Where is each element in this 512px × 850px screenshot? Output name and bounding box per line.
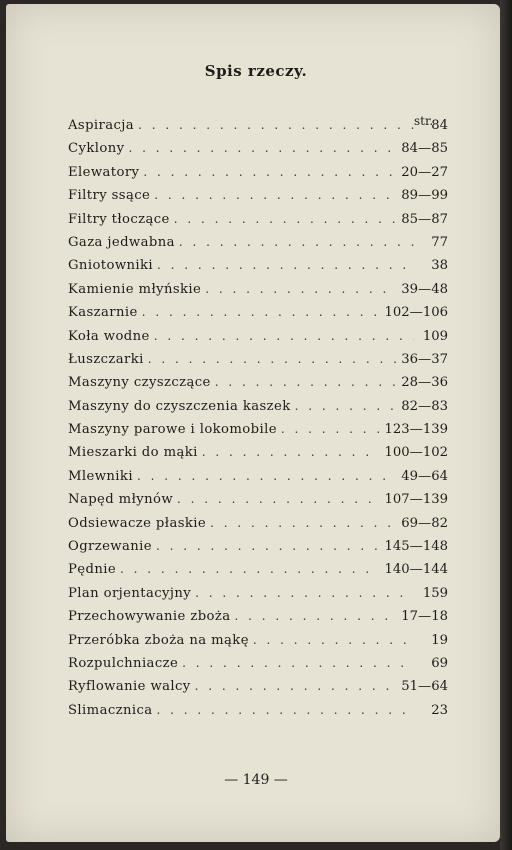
dot-leader: [143, 165, 397, 179]
toc-entry-pages: 102—106: [384, 305, 448, 321]
dot-leader: [120, 562, 380, 576]
toc-entry-pages: 159: [422, 585, 448, 601]
toc-entry-pages: 23: [431, 702, 448, 718]
toc-entry-title: Przeróbka zboża na mąkę: [68, 632, 249, 648]
dot-leader: [210, 516, 397, 530]
toc-entry: [68, 282, 448, 305]
toc-entry: [68, 188, 448, 211]
toc-entry-pages: 38: [431, 258, 448, 274]
dot-leader: [195, 586, 414, 600]
toc-entry: [68, 399, 448, 422]
dot-leader: [157, 258, 414, 272]
toc-entry-title: Ryflowanie walcy: [68, 679, 191, 695]
toc-entry-title: Kamienie młyńskie: [68, 281, 202, 297]
toc-entry-title: Mlewniki: [68, 468, 133, 484]
toc-entry: [68, 469, 448, 492]
toc-entry-pages: 39—48: [401, 281, 448, 297]
toc-entry: [68, 633, 448, 656]
toc-entry-title: Rozpulchniacze: [68, 655, 179, 671]
toc-entry: [68, 118, 448, 141]
toc-entry: [68, 445, 448, 468]
toc-entry-pages: 36—37: [401, 351, 448, 367]
dot-leader: [253, 633, 414, 647]
toc-entry: [68, 703, 448, 726]
toc-entry-title: Odsiewacze płaskie: [68, 515, 207, 531]
toc-entry-title: Łuszczarki: [68, 351, 144, 367]
toc-entry-pages: 28—36: [401, 375, 448, 391]
dot-leader: [142, 305, 381, 319]
toc-entry-pages: 17—18: [401, 609, 448, 625]
dot-leader: [154, 329, 414, 343]
toc-entry-title: Ogrzewanie: [68, 539, 152, 555]
toc-entry-title: Ślimacznica: [68, 702, 153, 718]
toc-entry: [68, 562, 448, 585]
dot-leader: [202, 445, 381, 459]
toc-entry-title: Plan orjentacyjny: [68, 585, 192, 601]
toc-entry: [68, 679, 448, 702]
toc-entry: [68, 656, 448, 679]
dot-leader: [179, 235, 414, 249]
toc-entry: [68, 492, 448, 515]
toc-entry: [68, 235, 448, 258]
toc-entry-title: Mieszarki do mąki: [68, 445, 198, 461]
toc-entry-pages: 109: [422, 328, 448, 344]
toc-entry-pages: 69: [431, 655, 448, 671]
toc-entry-title: Napęd młynów: [68, 492, 174, 508]
dot-leader: [205, 282, 397, 296]
dot-leader: [156, 539, 380, 553]
toc-entry: [68, 516, 448, 539]
dot-leader: [174, 212, 398, 226]
toc-entry-title: Przechowywanie zboża: [68, 609, 231, 625]
toc-entry: [68, 212, 448, 235]
toc-entry: [68, 329, 448, 352]
dot-leader: [177, 492, 380, 506]
toc-entry: [68, 609, 448, 632]
dot-leader: [137, 469, 397, 483]
dot-leader: [157, 703, 414, 717]
toc-entry: [68, 165, 448, 188]
pages-column-header: str.: [414, 114, 434, 128]
toc-entry-pages: 51—64: [401, 679, 448, 695]
toc-entry: [68, 586, 448, 609]
toc-entry: [68, 352, 448, 375]
toc-entry-title: Kaszarnie: [68, 305, 138, 321]
toc-entry-pages: 82—83: [401, 398, 448, 414]
toc-entry-pages: 19: [431, 632, 448, 648]
toc-entry-pages: 89—99: [401, 188, 448, 204]
dot-leader: [195, 679, 398, 693]
book-spine: [500, 0, 512, 850]
toc-entry: [68, 258, 448, 281]
page-title: Spis rzeczy.: [204, 62, 308, 80]
toc-entry-pages: 84—85: [401, 141, 448, 157]
dot-leader: [182, 656, 414, 670]
toc-entry-title: Cyklony: [68, 141, 125, 157]
toc-entry-title: Gaza jedwabna: [68, 234, 175, 250]
toc-entry: [68, 539, 448, 562]
toc-entry-pages: 77: [431, 234, 448, 250]
dot-leader: [154, 188, 397, 202]
toc-entry-pages: 100—102: [384, 445, 448, 461]
toc-entry-pages: 107—139: [384, 492, 448, 508]
toc-entry: [68, 305, 448, 328]
dot-leader: [215, 375, 397, 389]
dot-leader: [295, 399, 398, 413]
dot-leader: [281, 422, 381, 436]
toc-entry-title: Maszyny do czyszczenia kaszek: [68, 398, 291, 414]
toc-entry-title: Maszyny parowe i lokomobile: [68, 422, 277, 438]
toc-entry: [68, 422, 448, 445]
dot-leader: [138, 118, 414, 132]
toc-entry-pages: 49—64: [401, 468, 448, 484]
dot-leader: [148, 352, 398, 366]
dot-leader: [234, 609, 397, 623]
toc-entry-title: Koła wodne: [68, 328, 150, 344]
toc-entry-pages: 123—139: [384, 422, 448, 438]
toc-entry-title: Gniotowniki: [68, 258, 154, 274]
toc-entry: [68, 375, 448, 398]
toc-entry: [68, 141, 448, 164]
toc-entry-title: Aspiracja: [68, 118, 135, 133]
dot-leader: [128, 141, 397, 155]
toc-entry-pages: 140—144: [384, 562, 448, 578]
page-number: — 149 —: [224, 772, 288, 788]
toc-entry-pages: 84: [431, 118, 448, 133]
toc-entry-title: Maszyny czyszczące: [68, 375, 211, 391]
toc-entry-pages: 69—82: [401, 515, 448, 531]
toc-entry-title: Pędnie: [68, 562, 117, 578]
toc-entry-title: Filtry ssące: [68, 188, 151, 204]
toc-entry-title: Filtry tłoczące: [68, 211, 170, 227]
toc-entry-pages: 20—27: [401, 164, 448, 180]
toc-entry-pages: 85—87: [401, 211, 448, 227]
table-of-contents: [68, 118, 448, 726]
toc-entry-title: Elewatory: [68, 164, 140, 180]
toc-entry-pages: 145—148: [384, 539, 448, 555]
